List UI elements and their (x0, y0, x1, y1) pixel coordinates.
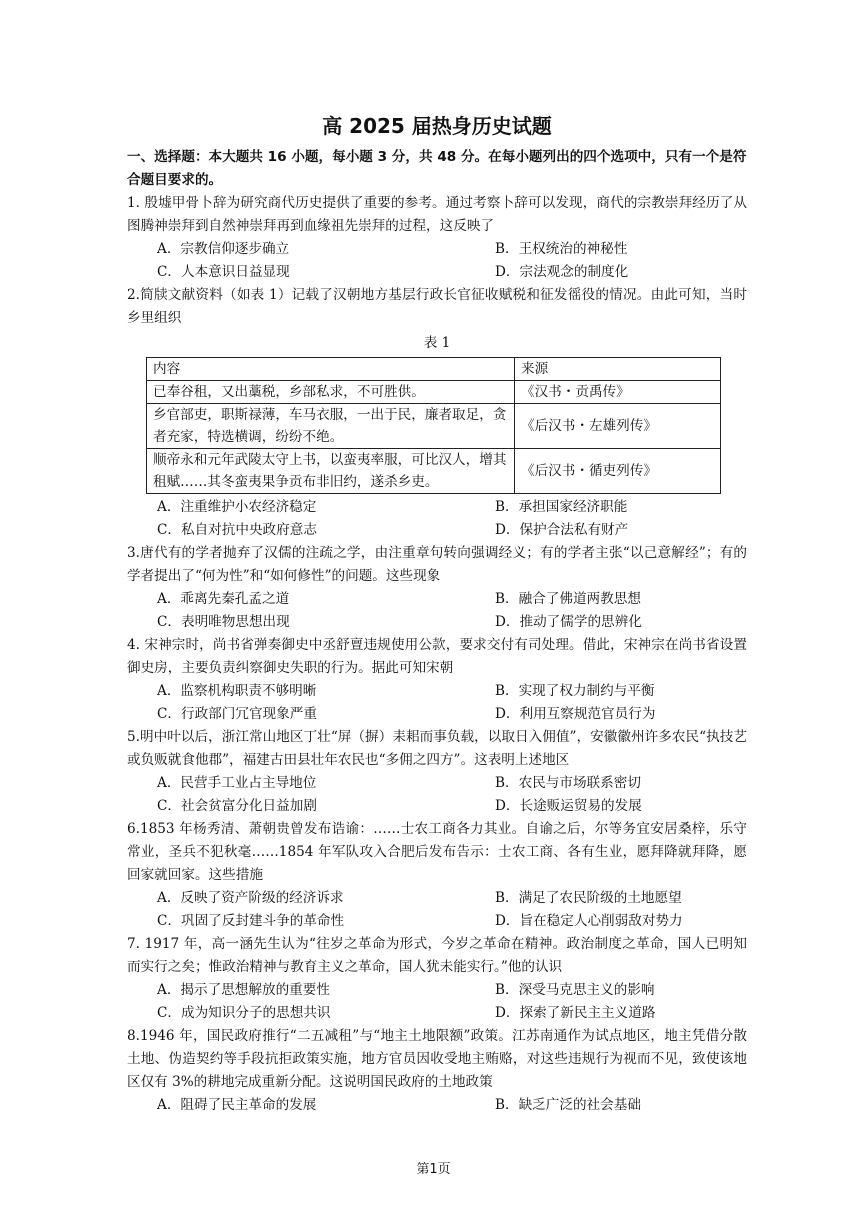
options (127, 496, 747, 542)
option-c: C．私自对抗中央政府意志 (157, 522, 317, 538)
option-d: D．保护合法私有财产 (495, 522, 629, 538)
option-b: B．满足了农民阶级的土地愿望 (495, 890, 682, 906)
table-cell-source: 《汉书・贡禹传》 (515, 381, 721, 404)
options (127, 588, 747, 634)
table-header-source: 来源 (515, 358, 721, 381)
question-7 (127, 933, 747, 1025)
question-stem: 3.唐代有的学者抛弃了汉儒的注疏之学，由注重章句转向强调经义；有的学者主张“以己意解经”；有的学者提出了“何为性”和“如何修性”的问题。这些现象 (127, 545, 747, 584)
option-c: C．人本意识日益显现 (157, 264, 290, 280)
option-c: C．社会贫富分化日益加剧 (157, 798, 317, 814)
options (127, 680, 747, 726)
option-b: B．融合了佛道两教思想 (495, 591, 641, 607)
option-d: D．宗法观念的制度化 (495, 264, 629, 280)
option-d: D．长途贩运贸易的发展 (495, 798, 642, 814)
option-d: D．旨在稳定人心削弱敌对势力 (495, 913, 683, 929)
options (127, 1094, 747, 1117)
question-stem: 6.1853 年杨秀清、萧朝贵曾发布诰谕：……士农工商各力其业。自谕之后，尔等务宜安居桑梓，乐守常业，圣兵不犯秋毫……1854 年军队攻入合肥后发布告示：士农工商、各有生业，愿拜降就拜降，愿回家就回家。这些措施 (127, 821, 747, 883)
option-a: A．乖离先秦孔孟之道 (157, 591, 290, 607)
option-b: B．深受马克思主义的影响 (495, 982, 655, 998)
option-d: D．探索了新民主主义道路 (495, 1005, 656, 1021)
question-stem: 1. 殷墟甲骨卜辞为研究商代历史提供了重要的参考。通过考察卜辞可以发现，商代的宗教崇拜经历了从图腾神崇拜到自然神崇拜再到血缘祖先崇拜的过程，这反映了 (127, 195, 747, 234)
question-3 (127, 542, 747, 634)
section-heading: 一、选择题：本大题共 16 小题，每小题 3 分，共 48 分。在每小题列出的四个选项中，只有一个是符合题目要求的。 (127, 149, 747, 188)
question-stem: 5.明中叶以后，浙江常山地区丁壮“屏（摒）耒耜而事负载，以取日入佣值”，安徽徽州许多农民“执技艺或负贩就食他郡”，福建古田县壮年农民也“多佣之四方”。这表明上述地区 (127, 729, 747, 768)
option-a: A．注重维护小农经济稳定 (157, 499, 317, 515)
option-c: C．表明唯物思想出现 (157, 614, 290, 630)
table-cell-source: 《后汉书・左雄列传》 (515, 404, 721, 449)
option-d: D．利用互察规范官员行为 (495, 706, 656, 722)
question-4 (127, 634, 747, 726)
options (127, 887, 747, 933)
option-a: A．揭示了思想解放的重要性 (157, 982, 330, 998)
option-b: B．农民与市场联系密切 (495, 775, 641, 791)
option-b: B．承担国家经济职能 (495, 499, 628, 515)
option-a: A．反映了资产阶级的经济诉求 (157, 890, 344, 906)
option-a: A．民营手工业占主导地位 (157, 775, 317, 791)
option-b: B．实现了权力制约与平衡 (495, 683, 655, 699)
table-header-content: 内容 (147, 358, 515, 381)
option-a: A．宗教信仰逐步确立 (157, 241, 290, 257)
question-6 (127, 818, 747, 933)
options (127, 979, 747, 1025)
option-a: A．阻碍了民主革命的发展 (157, 1097, 317, 1113)
option-a: A．监察机构职责不够明晰 (157, 683, 317, 699)
table-row (147, 449, 721, 494)
question-2 (127, 284, 747, 542)
question-stem: 8.1946 年，国民政府推行“二五减租”与“地主土地限额”政策。江苏南通作为试点地区，地主凭借分散土地、伪造契约等手段抗拒政策实施，地方官员因收受地主贿赂，对这些违规行为视而不见，致使该地区仅有 3%的耕地完成重新分配。这说明国民政府的土地政策 (127, 1028, 747, 1090)
page-number: 第1页 (416, 1162, 451, 1177)
table-cell-content: 乡官部吏，职斯禄薄，车马衣服，一出于民，廉者取足，贪者充家，特选横调，纷纷不绝。 (147, 404, 515, 449)
question-stem: 4. 宋神宗时，尚书省弹奏御史中丞舒亶违规使用公款，要求交付有司处理。借此，宋神宗在尚书省设置御史房，主要负责纠察御史失职的行为。据此可知宋朝 (127, 637, 747, 676)
table-row (147, 404, 721, 449)
options (127, 772, 747, 818)
source-table (146, 357, 721, 494)
table-cell-content: 已奉谷租，又出藁税，乡部私求，不可胜供。 (147, 381, 515, 404)
option-b: B．缺乏广泛的社会基础 (495, 1097, 641, 1113)
option-c: C．成为知识分子的思想共识 (157, 1005, 331, 1021)
option-b: B．王权统治的神秘性 (495, 241, 628, 257)
option-d: D．推动了儒学的思辨化 (495, 614, 642, 630)
exam-title: 高 2025 届热身历史试题 (322, 114, 552, 138)
option-c: C．巩固了反封建斗争的革命性 (157, 913, 345, 929)
question-stem: 2.简牍文献资料（如表 1）记载了汉朝地方基层行政长官征收赋税和征发徭役的情况。由此可知，当时乡里组织 (127, 287, 747, 326)
question-8 (127, 1025, 747, 1117)
table-cell-content: 顺帝永和元年武陵太守上书，以蛮夷率服，可比汉人，增其租赋……其冬蛮夷果争贡布非旧约，遂杀乡吏。 (147, 449, 515, 494)
option-c: C．行政部门冗官现象严重 (157, 706, 317, 722)
options (127, 238, 747, 284)
question-1 (127, 192, 747, 284)
table-caption: 表 1 (423, 335, 451, 351)
question-stem: 7. 1917 年，高一涵先生认为“往岁之革命为形式，今岁之革命在精神。政治制度之革命，国人已明知而实行之矣；惟政治精神与教育主义之革命，国人犹未能实行。”他的认识 (127, 936, 747, 975)
question-5 (127, 726, 747, 818)
table-header-row (147, 358, 721, 381)
table-row (147, 381, 721, 404)
table-cell-source: 《后汉书・循吏列传》 (515, 449, 721, 494)
